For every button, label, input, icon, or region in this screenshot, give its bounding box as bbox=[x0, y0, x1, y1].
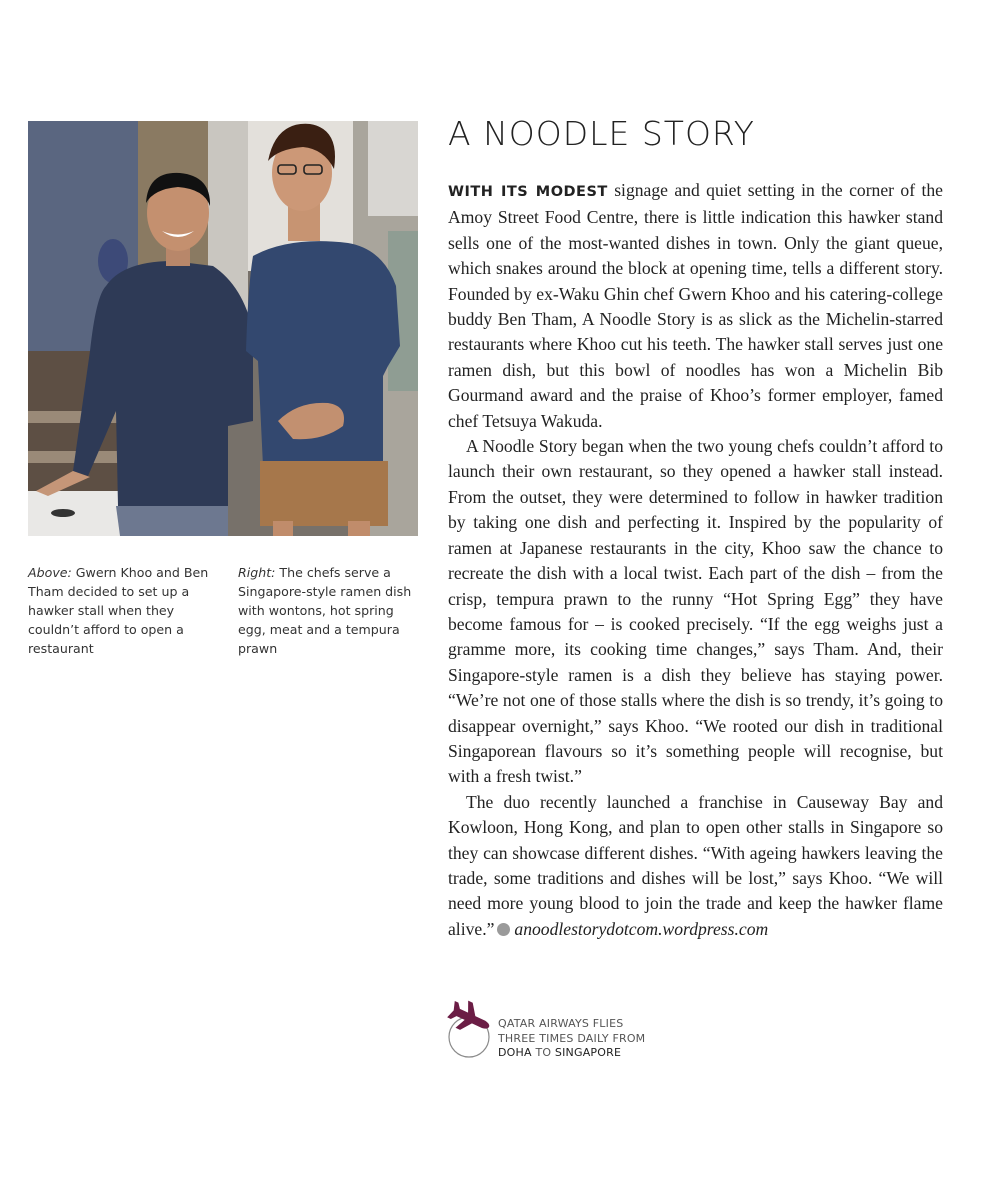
article-lead-in: WITH ITS MODEST bbox=[448, 184, 608, 200]
article-paragraph-2: A Noodle Story began when the two young chefs couldn’t afford to launch their own restaurant, so they opened a hawker stall instead. From the outset, they were determined to follow in hawker tradition by taking one dish and perfecting it. Inspired by the popularity of ramen at Japanese restaurants in the city, Khoo saw the chance to recreate the dish with a local twist. Each part of the dish – from the crisp, tempura prawn to the runny “Hot Spring Egg” they have become famous for – is cooked precisely. “If the egg weighs just a gramme more, its cooking time changes,” says Tham. And, their Singapore-style ramen is a dish they believe has staying power. “We’re not one of those stalls where the dish is so trendy, it’s going to disappear overnight,” says Khoo. “We rooted our dish in traditional Singaporean flavours so it’s something people will recognise, but with a fresh twist.” bbox=[448, 436, 943, 787]
article-paragraph-3-text: The duo recently launched a franchise in Causeway Bay and Kowloon, Hong Kong, and plan to open other stalls in Singapore so they can showcase different dishes. “With ageing hawkers leaving the trade, some traditions and dishes will be lost,” says Khoo. “We will need more young blood to join the trade and keep the hawker flame alive.” bbox=[448, 791, 943, 939]
article-body bbox=[448, 178, 943, 942]
promo-destination: SINGAPORE bbox=[554, 1046, 622, 1059]
photo-caption-above bbox=[28, 563, 213, 658]
photo-caption-right bbox=[238, 563, 418, 658]
website-link[interactable]: anoodlestorydotcom.wordpress.com bbox=[514, 918, 769, 939]
caption-right-text: The chefs serve a Singapore-style ramen dish with wontons, hot spring egg, meat and a tempura prawn bbox=[238, 565, 412, 656]
article-paragraph-1 bbox=[448, 178, 943, 434]
article-paragraph-1-text: signage and quiet setting in the corner of the Amoy Street Food Centre, there is little indication this hawker stand sells one of the most-wanted dishes in town. Only the giant queue, which snakes around the block at opening time, tells a different story. Founded by ex-Waku Ghin chef Gwern Khoo and his catering-college buddy Ben Tham, A Noodle Story is as slick as the Michelin-starred restaurants where Khoo cut his teeth. The hawker stall serves just one ramen dish, but this bowl of noodles has won a Michelin Bib Gourmand award and the praise of Khoo’s former employer, famed chef Tetsuya Wakuda. bbox=[448, 180, 943, 431]
promo-line-3 bbox=[498, 1046, 645, 1061]
qatar-airways-promo bbox=[447, 1000, 707, 1060]
caption-right-label: Right: bbox=[238, 565, 276, 580]
plane-globe-icon bbox=[447, 1000, 493, 1060]
promo-to: TO bbox=[535, 1046, 552, 1059]
chefs-photo bbox=[28, 121, 418, 536]
caption-above-label: Above: bbox=[28, 565, 72, 580]
caption-above-text: Gwern Khoo and Ben Tham decided to set up a hawker stall when they couldn’t afford to open a restaurant bbox=[28, 565, 209, 656]
promo-line-2: THREE TIMES DAILY FROM bbox=[498, 1031, 646, 1045]
web-icon bbox=[497, 923, 510, 936]
article-paragraph-3 bbox=[448, 790, 943, 942]
chefs-photo-illustration bbox=[28, 121, 418, 536]
promo-text bbox=[498, 1017, 645, 1061]
article-title: A NOODLE STORY bbox=[448, 114, 755, 153]
promo-line-1: QATAR AIRWAYS FLIES bbox=[498, 1017, 624, 1030]
promo-origin: DOHA bbox=[498, 1046, 532, 1059]
